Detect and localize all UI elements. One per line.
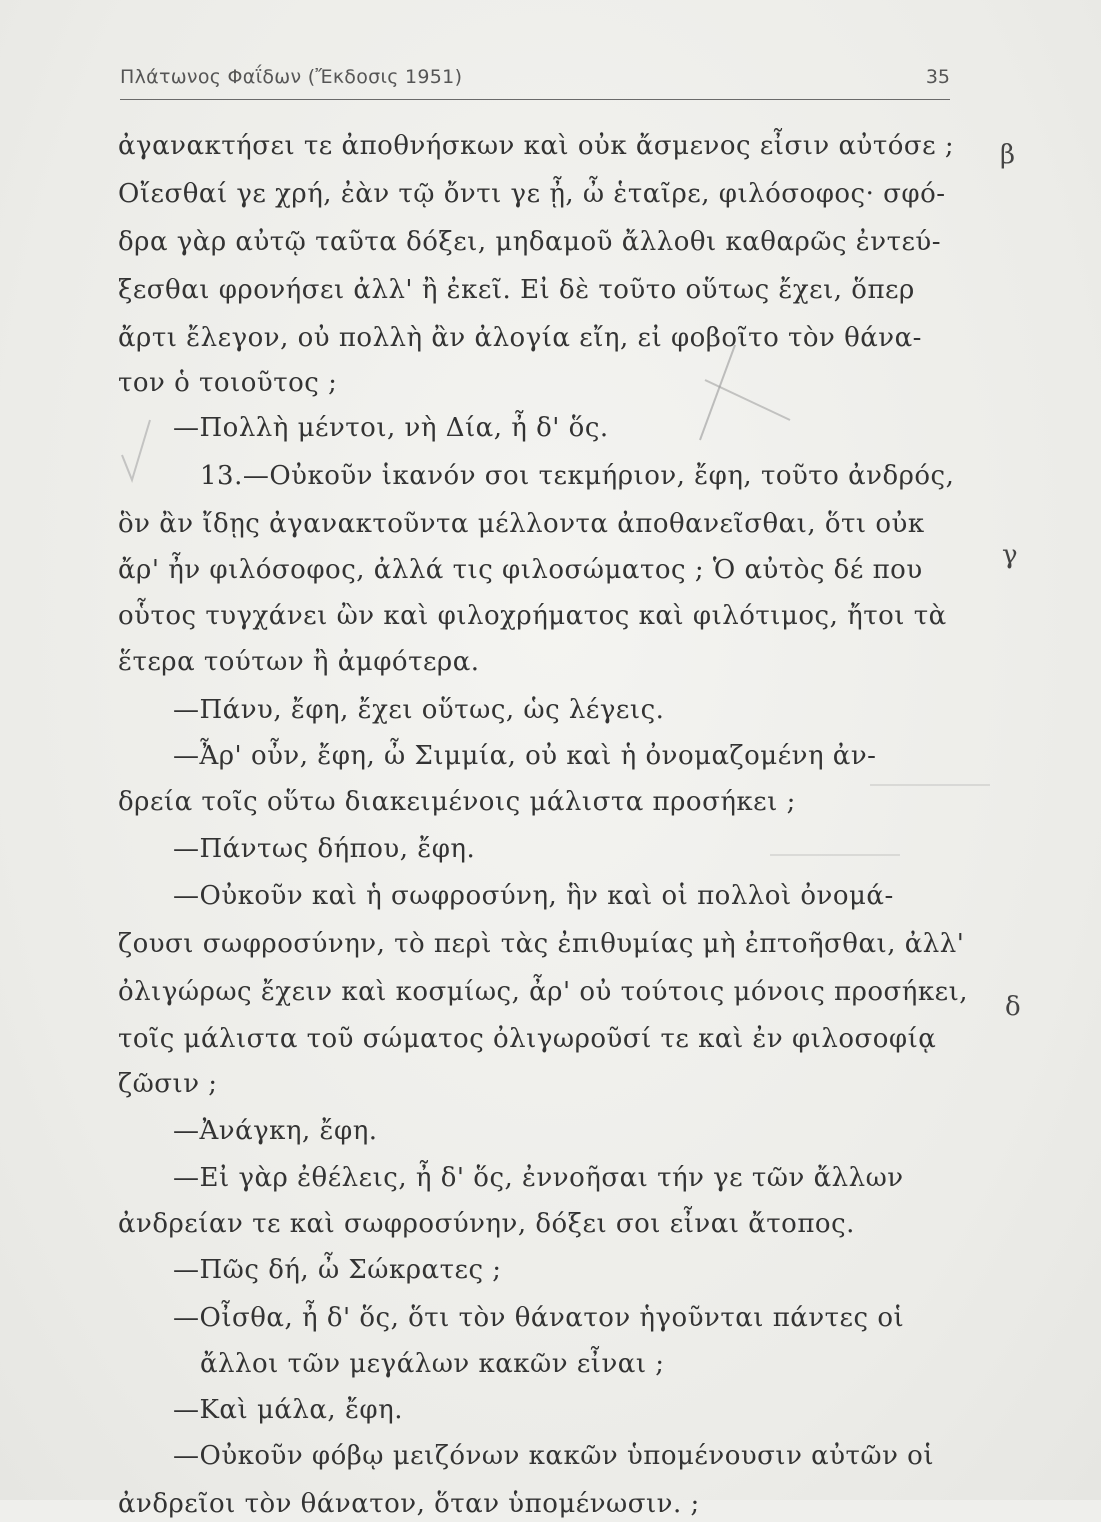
pencil-cross-mark [700, 345, 735, 440]
text-line: —Πάνυ, ἔφη, ἔχει οὕτως, ὡς λέγεις. [173, 695, 665, 725]
text-line: ὃν ἂν ἴδῃς ἀγανακτοῦντα μέλλοντα ἀποθανεῖσθαι, ὅτι οὐκ [118, 509, 925, 539]
text-line: τοῖς μάλιστα τοῦ σώματος ὀλιγωροῦσί τε καὶ ἐν φιλοσοφίᾳ [118, 1024, 937, 1054]
text-line: ξεσθαι φρονήσει ἀλλ' ἢ ἐκεῖ. Εἰ δὲ τοῦτο οὕτως ἔχει, ὅπερ [118, 275, 915, 305]
text-line: —Εἰ γὰρ ἐθέλεις, ἦ δ' ὅς, ἐννοῆσαι τήν γε τῶν ἄλλων [173, 1163, 904, 1193]
text-line: —Ἀνάγκη, ἔφη. [173, 1116, 378, 1146]
text-line: δρα γὰρ αὐτῷ ταῦτα δόξει, μηδαμοῦ ἄλλοθι καθαρῶς ἐντεύ- [118, 227, 942, 257]
pencil-cross-mark [705, 380, 790, 420]
text-line: οὗτος τυγχάνει ὢν καὶ φιλοχρήματος καὶ φιλότιμος, ἤτοι τὰ [118, 601, 947, 631]
running-header [120, 66, 950, 98]
text-line: ἀνδρείαν τε καὶ σωφροσύνην, δόξει σοι εἶναι ἄτοπος. [118, 1209, 855, 1239]
text-line: δρεία τοῖς οὕτω διακειμένοις μάλιστα προσήκει ; [118, 787, 796, 817]
pencil-check-mark [122, 420, 150, 480]
text-line: 13.—Οὐκοῦν ἱκανόν σοι τεκμήριον, ἔφη, τοῦτο ἀνδρός, [200, 461, 955, 491]
text-line: ἄρτι ἔλεγον, οὐ πολλὴ ἂν ἀλογία εἴη, εἰ φοβοῖτο τὸν θάνα- [118, 323, 922, 353]
margin-letter-gamma: γ [1002, 540, 1018, 570]
header-title: Πλάτωνος Φαΐδων (Ἔκδοσις 1951) [120, 66, 463, 88]
text-line: ζῶσιν ; [118, 1069, 218, 1099]
text-line: —Πάντως δήπου, ἔφη. [173, 834, 476, 864]
margin-letter-beta: β [1000, 140, 1016, 170]
text-line: ἄλλοι τῶν μεγάλων κακῶν εἶναι ; [200, 1349, 665, 1379]
text-line: —Πῶς δή, ὦ Σώκρατες ; [173, 1255, 502, 1285]
page-number: 35 [925, 66, 950, 88]
text-line: —Πολλὴ μέντοι, νὴ Δία, ἦ δ' ὅς. [173, 413, 609, 443]
text-line: —Οὐκοῦν φόβῳ μειζόνων κακῶν ὑπομένουσιν αὐτῶν οἱ [173, 1441, 935, 1471]
text-line: Οἴεσθαί γε χρή, ἐὰν τῷ ὄντι γε ᾖ, ὦ ἑταῖρε, φιλόσοφος· σφό- [118, 179, 946, 209]
header-rule [120, 99, 950, 100]
text-line: —Καὶ μάλα, ἔφη. [173, 1395, 403, 1425]
text-line: ζουσι σωφροσύνην, τὸ περὶ τὰς ἐπιθυμίας μὴ ἐπτοῆσθαι, ἀλλ' [118, 929, 965, 959]
text-line: ἀγανακτήσει τε ἀποθνήσκων καὶ οὐκ ἄσμενος εἶσιν αὐτόσε ; [118, 131, 955, 161]
text-line: ὀλιγώρως ἔχειν καὶ κοσμίως, ἆρ' οὐ τούτοις μόνοις προσήκει, [118, 977, 969, 1007]
margin-letter-delta: δ [1005, 992, 1021, 1022]
text-line: —Οἶσθα, ἦ δ' ὅς, ὅτι τὸν θάνατον ἡγοῦνται πάντες οἱ [173, 1303, 905, 1333]
text-line: ἀνδρεῖοι τὸν θάνατον, ὅταν ὑπομένωσιν. ; [118, 1489, 700, 1519]
text-line: —Οὐκοῦν καὶ ἡ σωφροσύνη, ἣν καὶ οἱ πολλοὶ ὀνομά- [173, 881, 894, 911]
text-line: ἄρ' ἦν φιλόσοφος, ἀλλά τις φιλοσώματος ; Ὁ αὐτὸς δέ που [118, 555, 923, 585]
text-line: ἕτερα τούτων ἢ ἀμφότερα. [118, 647, 480, 677]
text-line: τον ὁ τοιοῦτος ; [118, 368, 338, 398]
text-line: —Ἆρ' οὖν, ἔφη, ὦ Σιμμία, οὐ καὶ ἡ ὀνομαζομένη ἀν- [173, 741, 877, 771]
